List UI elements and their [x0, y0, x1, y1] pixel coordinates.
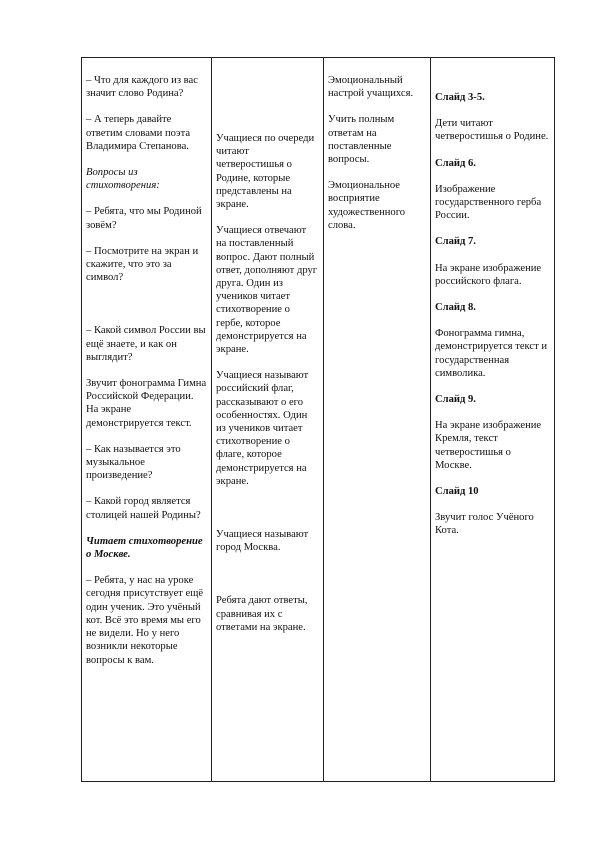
paragraph: На экране изображение российского флага.: [435, 262, 542, 287]
paragraph-italic: Вопросы из стихотворения:: [86, 167, 160, 192]
paragraph-bold-italic: Читает стихотворение о Москве.: [86, 535, 203, 561]
goals-cell: [324, 58, 431, 782]
paragraph: Дети читают четверостишья о Родине.: [435, 118, 549, 143]
paragraph: – Как называется это музыкальное произведение?: [86, 443, 181, 482]
paragraph: Учащиеся называют город Москва.: [216, 529, 309, 554]
paragraph: – А теперь давайте ответим словами поэта Владимира Степанова.: [86, 114, 191, 152]
paragraph: Учить полным ответам на поставленные вопросы.: [328, 114, 395, 166]
paragraph: – Какой город является столицей нашей Родины?: [86, 496, 201, 521]
teacher-activity-cell: [82, 58, 212, 782]
paragraph: Изображение государственного герба России.: [435, 183, 542, 222]
paragraph: Фонограмма гимна, демонстрируется текст и государственная символика.: [435, 328, 548, 379]
paragraph: Учащиеся отвечают на поставленный вопрос. Дают полный ответ, дополняют друг друга. Один из учеников читает стихотворение о гербе, которое демонстрируется на экране.: [216, 225, 318, 356]
paragraph: На экране изображение Кремля, текст четверостишья о Москве.: [435, 420, 542, 471]
paragraph: – Какой символ России вы ещё знаете, и как он выглядит?: [86, 325, 206, 363]
paragraph: – Посмотрите на экран и скажите, что это за символ?: [86, 245, 199, 284]
slide-heading: Слайд 10: [435, 486, 479, 498]
slide-heading: Слайд 3-5.: [435, 92, 485, 103]
table-row: [82, 58, 555, 782]
slide-heading: Слайд 8.: [435, 302, 476, 314]
paragraph: Ребята дают ответы, сравнивая их с ответами на экране.: [216, 595, 308, 633]
student-activity-cell: [212, 58, 324, 782]
paragraph: Учащиеся называют российский флаг, рассказывают о его особенностях. Один из учеников читает стихотворение о флаге, которое демонстрируется на экране.: [216, 370, 309, 487]
paragraph: Эмоциональное восприятие художественного слова.: [328, 180, 406, 231]
paragraph: – Что для каждого из вас значит слово Родина?: [86, 75, 198, 100]
slide-heading: Слайд 9.: [435, 394, 476, 406]
slide-heading: Слайд 6.: [435, 157, 476, 169]
paragraph: – Ребята, у нас на уроке сегодня присутствует ещё один ученик. Это учёный кот. Всё это время мы его не видели. Но у него возникли некоторые вопросы к вам.: [86, 575, 204, 666]
paragraph: – Ребята, что мы Родиной зовём?: [86, 206, 202, 231]
paragraph: Звучит фонограмма Гимна Российской Федерации. На экране демонстрируется текст.: [86, 378, 207, 429]
slide-heading: Слайд 7.: [435, 236, 476, 248]
slides-cell: [431, 58, 555, 782]
paragraph: Эмоциональный настрой учащихся.: [328, 75, 414, 100]
paragraph: Звучит голос Учёного Кота.: [435, 512, 534, 537]
paragraph: Учащиеся по очереди читают четверостишья о Родине, которые представлены на экране.: [216, 133, 315, 211]
lesson-plan-table: [81, 57, 555, 782]
